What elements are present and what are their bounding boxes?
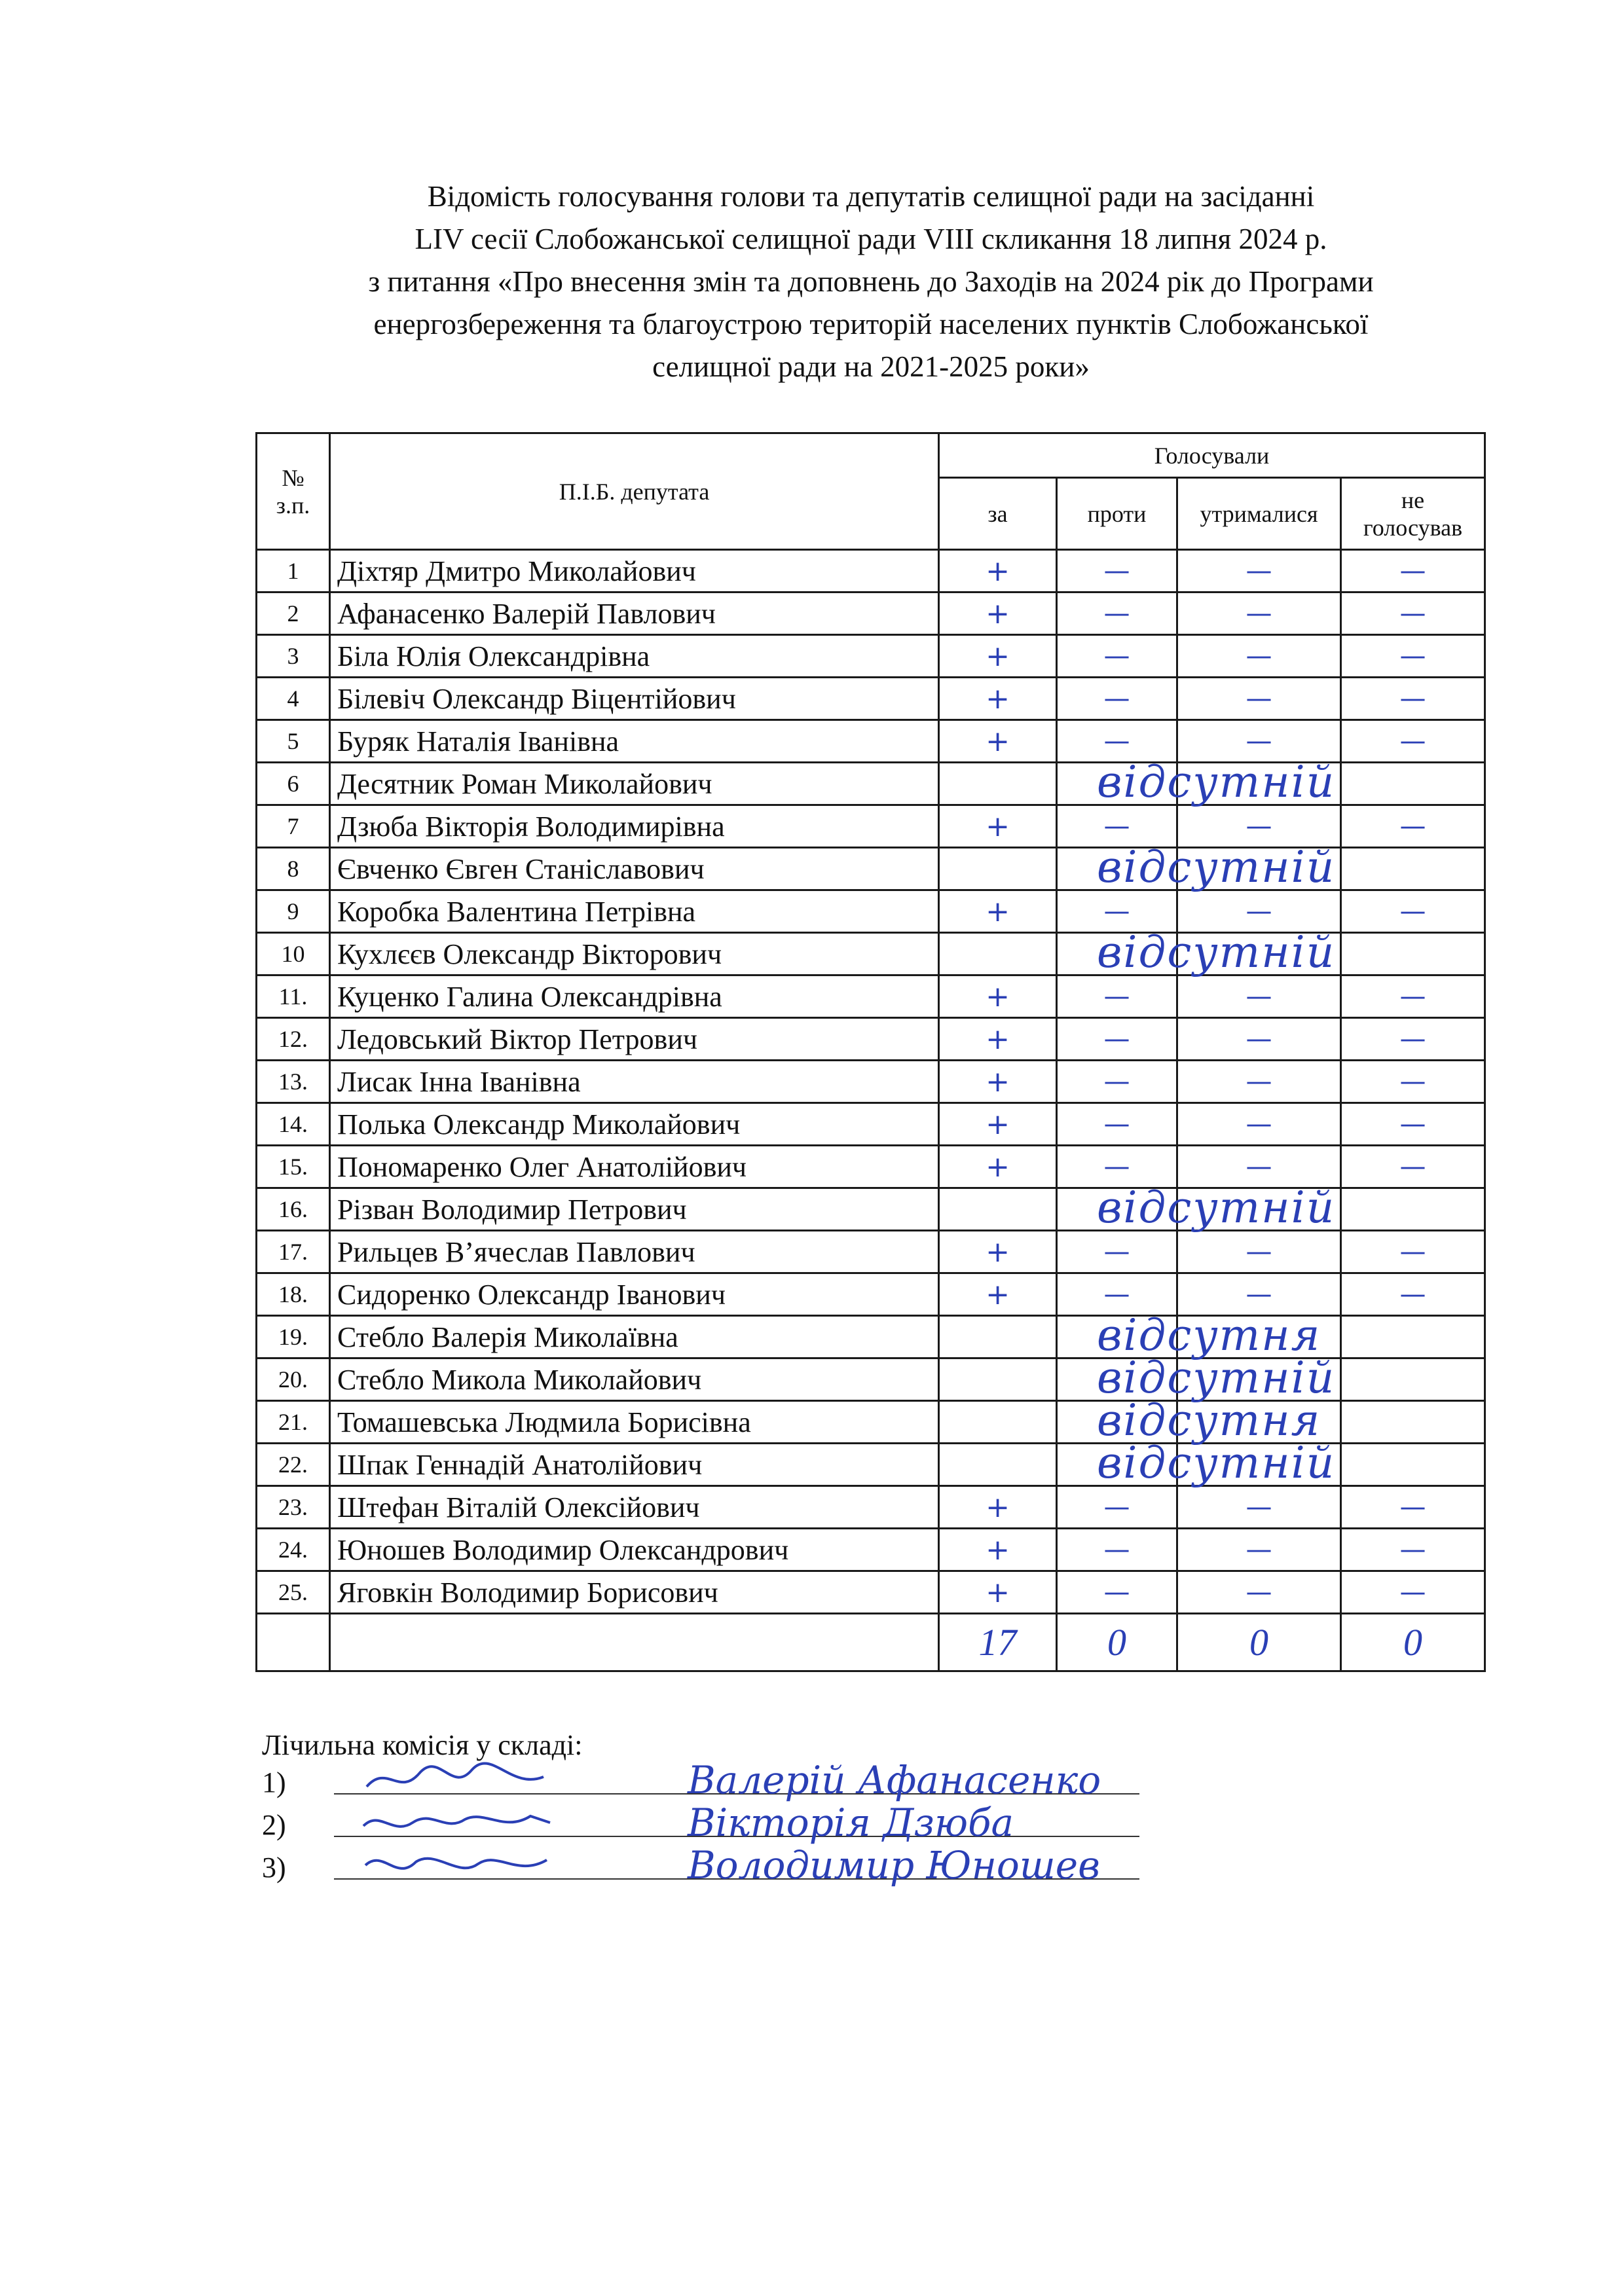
vote-against bbox=[1057, 635, 1177, 678]
deputy-name: Рильцев В’ячеслав Павлович bbox=[330, 1231, 939, 1273]
vote-for bbox=[939, 678, 1057, 720]
vote-against bbox=[1057, 1146, 1177, 1188]
vote-abstained bbox=[1177, 1231, 1341, 1273]
vote-dash-mark: — bbox=[1103, 1024, 1130, 1054]
vote-not-voted bbox=[1341, 1231, 1485, 1273]
deputy-name: Стебло Микола Миколайович bbox=[330, 1358, 939, 1401]
vote-against bbox=[1057, 1353, 1336, 1403]
vote-abstained bbox=[1177, 1146, 1341, 1188]
member-number: 1) bbox=[262, 1766, 286, 1798]
table-row bbox=[257, 550, 1485, 592]
vote-dash-mark: — bbox=[1399, 1152, 1426, 1182]
vote-against bbox=[1057, 1438, 1336, 1488]
vote-plus-mark: + bbox=[986, 809, 1010, 843]
absent-mark: відсутній bbox=[1097, 757, 1336, 807]
absent-mark: відсутня bbox=[1097, 1310, 1321, 1360]
vote-against bbox=[1057, 1310, 1321, 1360]
row-number: 4 bbox=[257, 678, 330, 720]
deputy-name: Афанасенко Валерій Павлович bbox=[330, 592, 939, 635]
vote-abstained bbox=[1177, 890, 1341, 933]
deputy-name: Лисак Інна Іванівна bbox=[330, 1061, 939, 1103]
deputy-name: Штефан Віталій Олексійович bbox=[330, 1486, 939, 1529]
header-not-voted bbox=[1341, 478, 1485, 550]
vote-not-voted bbox=[1341, 678, 1485, 720]
vote-for bbox=[939, 933, 1057, 975]
vote-dash-mark: — bbox=[1246, 1152, 1272, 1182]
vote-plus-mark: + bbox=[986, 596, 1010, 630]
vote-for bbox=[939, 1529, 1057, 1571]
vote-dash-mark: — bbox=[1246, 1492, 1272, 1522]
vote-dash-mark: — bbox=[1103, 1066, 1130, 1097]
deputy-name: Юношев Володимир Олександрович bbox=[330, 1529, 939, 1571]
vote-dash-mark: — bbox=[1399, 896, 1426, 926]
header-not-voted-line2: голосував bbox=[1363, 514, 1463, 541]
title-line: Відомість голосування голови та депутатів селищної ради на засіданні bbox=[427, 180, 1315, 213]
vote-plus-mark: + bbox=[986, 1533, 1010, 1567]
vote-not-voted bbox=[1341, 635, 1485, 678]
title-line: енергозбереження та благоустрою територій населених пунктів Слобожанської bbox=[373, 308, 1369, 340]
deputy-name: Сидоренко Олександр Іванович bbox=[330, 1273, 939, 1316]
deputy-name: Стебло Валерія Миколаївна bbox=[330, 1316, 939, 1358]
title-line: LIV сесії Слобожанської селищної ради VIII скликання 18 липня 2024 р. bbox=[415, 223, 1327, 255]
vote-abstained bbox=[1177, 592, 1341, 635]
row-number: 20. bbox=[257, 1358, 330, 1401]
row-number: 19. bbox=[257, 1316, 330, 1358]
row-number: 1 bbox=[257, 550, 330, 592]
vote-not-voted bbox=[1341, 848, 1485, 890]
vote-plus-mark: + bbox=[986, 1022, 1010, 1056]
vote-dash-mark: — bbox=[1246, 683, 1272, 714]
table-row bbox=[257, 1358, 1485, 1401]
deputy-name: Різван Володимир Петрович bbox=[330, 1188, 939, 1231]
row-number: 22. bbox=[257, 1444, 330, 1486]
vote-not-voted bbox=[1341, 1146, 1485, 1188]
vote-for bbox=[939, 1316, 1057, 1358]
vote-plus-mark: + bbox=[986, 554, 1010, 588]
absent-mark: відсутній bbox=[1097, 1438, 1336, 1488]
vote-against bbox=[1057, 678, 1177, 720]
deputy-name: Євченко Євген Станіславович bbox=[330, 848, 939, 890]
vote-plus-mark: + bbox=[986, 1107, 1010, 1141]
vote-abstained bbox=[1177, 1061, 1341, 1103]
vote-dash-mark: — bbox=[1103, 1279, 1130, 1309]
total-not-voted: 0 bbox=[1341, 1614, 1485, 1671]
vote-dash-mark: — bbox=[1246, 726, 1272, 756]
header-for: за bbox=[939, 478, 1057, 550]
vote-not-voted bbox=[1341, 1486, 1485, 1529]
header-voted: Голосували bbox=[939, 433, 1485, 478]
vote-dash-mark: — bbox=[1246, 1024, 1272, 1054]
total-abstained: 0 bbox=[1177, 1614, 1341, 1671]
vote-dash-mark: — bbox=[1399, 683, 1426, 714]
signature-image bbox=[360, 1803, 557, 1842]
vote-dash-mark: — bbox=[1103, 598, 1130, 629]
vote-against bbox=[1057, 592, 1177, 635]
vote-for bbox=[939, 1188, 1057, 1231]
deputy-name: Буряк Наталія Іванівна bbox=[330, 720, 939, 763]
vote-against bbox=[1057, 975, 1177, 1018]
table-row bbox=[257, 848, 1485, 890]
absent-mark: відсутній bbox=[1097, 927, 1336, 977]
deputy-name: Томашевська Людмила Борисівна bbox=[330, 1401, 939, 1444]
table-row bbox=[257, 1444, 1485, 1486]
vote-against bbox=[1057, 550, 1177, 592]
vote-not-voted bbox=[1341, 1529, 1485, 1571]
vote-dash-mark: — bbox=[1103, 683, 1130, 714]
vote-against bbox=[1057, 720, 1177, 763]
vote-dash-mark: — bbox=[1246, 598, 1272, 629]
totals-row bbox=[257, 1614, 1485, 1671]
table-row bbox=[257, 805, 1485, 848]
table-row bbox=[257, 1146, 1485, 1188]
vote-plus-mark: + bbox=[986, 1150, 1010, 1184]
vote-for bbox=[939, 550, 1057, 592]
totals-empty-num bbox=[257, 1614, 330, 1671]
vote-for bbox=[939, 720, 1057, 763]
vote-dash-mark: — bbox=[1399, 811, 1426, 841]
commission-member bbox=[262, 1758, 1101, 1808]
title-line: селищної ради на 2021-2025 роки» bbox=[652, 350, 1090, 383]
vote-against bbox=[1057, 1103, 1177, 1146]
vote-dash-mark: — bbox=[1399, 1024, 1426, 1054]
row-number: 14. bbox=[257, 1103, 330, 1146]
vote-dash-mark: — bbox=[1399, 1279, 1426, 1309]
member-number: 3) bbox=[262, 1851, 286, 1884]
total-against: 0 bbox=[1057, 1614, 1177, 1671]
row-number: 10 bbox=[257, 933, 330, 975]
vote-against bbox=[1057, 1571, 1177, 1614]
vote-dash-mark: — bbox=[1103, 1577, 1130, 1607]
row-number: 8 bbox=[257, 848, 330, 890]
vote-abstained bbox=[1177, 1529, 1341, 1571]
deputy-name: Яговкін Володимир Борисович bbox=[330, 1571, 939, 1614]
vote-plus-mark: + bbox=[986, 1235, 1010, 1269]
vote-for bbox=[939, 1018, 1057, 1061]
deputy-name: Дзюба Вікторія Володимирівна bbox=[330, 805, 939, 848]
row-number: 23. bbox=[257, 1486, 330, 1529]
table-row bbox=[257, 1529, 1485, 1571]
vote-abstained bbox=[1177, 1401, 1341, 1444]
vote-abstained bbox=[1177, 1571, 1341, 1614]
vote-not-voted bbox=[1341, 933, 1485, 975]
vote-against bbox=[1057, 805, 1177, 848]
header-number-line2: з.п. bbox=[276, 492, 310, 519]
vote-dash-mark: — bbox=[1399, 556, 1426, 586]
row-number: 25. bbox=[257, 1571, 330, 1614]
vote-dash-mark: — bbox=[1246, 1066, 1272, 1097]
vote-not-voted bbox=[1341, 1316, 1485, 1358]
table-row bbox=[257, 933, 1485, 975]
vote-plus-mark: + bbox=[986, 1277, 1010, 1311]
vote-plus-mark: + bbox=[986, 1575, 1010, 1609]
title-line: з питання «Про внесення змін та доповнень до Заходів на 2024 рік до Програми bbox=[368, 265, 1374, 298]
vote-plus-mark: + bbox=[986, 639, 1010, 673]
deputy-name: Пономаренко Олег Анатолійович bbox=[330, 1146, 939, 1188]
vote-abstained bbox=[1177, 763, 1341, 805]
vote-against bbox=[1057, 1182, 1336, 1233]
table-row bbox=[257, 1018, 1485, 1061]
vote-for bbox=[939, 975, 1057, 1018]
row-number: 7 bbox=[257, 805, 330, 848]
vote-dash-mark: — bbox=[1246, 1109, 1272, 1139]
vote-dash-mark: — bbox=[1103, 1535, 1130, 1565]
member-name: Вікторія Дзюба bbox=[688, 1800, 1014, 1845]
vote-dash-mark: — bbox=[1399, 1109, 1426, 1139]
vote-against bbox=[1057, 1018, 1177, 1061]
vote-not-voted bbox=[1341, 890, 1485, 933]
vote-for bbox=[939, 635, 1057, 678]
vote-for bbox=[939, 1571, 1057, 1614]
row-number: 13. bbox=[257, 1061, 330, 1103]
row-number: 5 bbox=[257, 720, 330, 763]
vote-dash-mark: — bbox=[1399, 1577, 1426, 1607]
vote-dash-mark: — bbox=[1103, 1109, 1130, 1139]
member-name: Валерій Афанасенко bbox=[688, 1758, 1101, 1802]
deputy-name: Білевіч Олександр Віцентійович bbox=[330, 678, 939, 720]
deputy-name: Полька Олександр Миколайович bbox=[330, 1103, 939, 1146]
vote-not-voted bbox=[1341, 763, 1485, 805]
vote-dash-mark: — bbox=[1246, 1279, 1272, 1309]
counting-commission bbox=[262, 1728, 1101, 1893]
vote-abstained bbox=[1177, 933, 1341, 975]
deputy-name: Коробка Валентина Петрівна bbox=[330, 890, 939, 933]
row-number: 21. bbox=[257, 1401, 330, 1444]
vote-dash-mark: — bbox=[1246, 1577, 1272, 1607]
vote-dash-mark: — bbox=[1246, 896, 1272, 926]
vote-against bbox=[1057, 1486, 1177, 1529]
document-title bbox=[249, 175, 1493, 388]
absent-mark: відсутня bbox=[1097, 1395, 1321, 1446]
vote-plus-mark: + bbox=[986, 894, 1010, 928]
deputy-name: Біла Юлія Олександрівна bbox=[330, 635, 939, 678]
vote-for bbox=[939, 763, 1057, 805]
vote-dash-mark: — bbox=[1399, 641, 1426, 671]
vote-dash-mark: — bbox=[1246, 981, 1272, 1011]
vote-for bbox=[939, 1486, 1057, 1529]
absent-mark: відсутній bbox=[1097, 842, 1336, 892]
vote-dash-mark: — bbox=[1103, 981, 1130, 1011]
vote-dash-mark: — bbox=[1246, 811, 1272, 841]
vote-dash-mark: — bbox=[1399, 1492, 1426, 1522]
deputy-name: Куценко Галина Олександрівна bbox=[330, 975, 939, 1018]
vote-not-voted bbox=[1341, 975, 1485, 1018]
vote-abstained bbox=[1177, 848, 1341, 890]
vote-dash-mark: — bbox=[1103, 641, 1130, 671]
row-number: 18. bbox=[257, 1273, 330, 1316]
table-row bbox=[257, 1103, 1485, 1146]
vote-not-voted bbox=[1341, 592, 1485, 635]
table-row bbox=[257, 1316, 1485, 1358]
vote-plus-mark: + bbox=[986, 1065, 1010, 1099]
vote-not-voted bbox=[1341, 1358, 1485, 1401]
total-for: 17 bbox=[939, 1614, 1057, 1671]
row-number: 17. bbox=[257, 1231, 330, 1273]
vote-for bbox=[939, 1103, 1057, 1146]
vote-abstained bbox=[1177, 975, 1341, 1018]
vote-abstained bbox=[1177, 1358, 1341, 1401]
deputy-name: Ледовський Віктор Петрович bbox=[330, 1018, 939, 1061]
vote-not-voted bbox=[1341, 1444, 1485, 1486]
vote-dash-mark: — bbox=[1246, 641, 1272, 671]
vote-for bbox=[939, 1273, 1057, 1316]
totals-empty-name bbox=[330, 1614, 939, 1671]
vote-dash-mark: — bbox=[1103, 811, 1130, 841]
table-row bbox=[257, 975, 1485, 1018]
table-row bbox=[257, 890, 1485, 933]
table-row bbox=[257, 592, 1485, 635]
vote-dash-mark: — bbox=[1399, 726, 1426, 756]
vote-dash-mark: — bbox=[1399, 981, 1426, 1011]
vote-abstained bbox=[1177, 678, 1341, 720]
vote-against bbox=[1057, 1529, 1177, 1571]
vote-against bbox=[1057, 1395, 1321, 1446]
vote-abstained bbox=[1177, 1273, 1341, 1316]
vote-against bbox=[1057, 1061, 1177, 1103]
row-number: 9 bbox=[257, 890, 330, 933]
vote-against bbox=[1057, 757, 1336, 807]
vote-against bbox=[1057, 842, 1336, 892]
vote-plus-mark: + bbox=[986, 1490, 1010, 1524]
member-number: 2) bbox=[262, 1809, 286, 1841]
member-name: Володимир Юношев bbox=[688, 1843, 1100, 1887]
vote-abstained bbox=[1177, 1188, 1341, 1231]
vote-for bbox=[939, 1401, 1057, 1444]
vote-abstained bbox=[1177, 1486, 1341, 1529]
table-row bbox=[257, 678, 1485, 720]
vote-not-voted bbox=[1341, 550, 1485, 592]
voting-table bbox=[255, 432, 1486, 1672]
vote-dash-mark: — bbox=[1399, 1535, 1426, 1565]
row-number: 6 bbox=[257, 763, 330, 805]
vote-abstained bbox=[1177, 550, 1341, 592]
vote-dash-mark: — bbox=[1399, 1066, 1426, 1097]
row-number: 24. bbox=[257, 1529, 330, 1571]
table-row bbox=[257, 1401, 1485, 1444]
vote-dash-mark: — bbox=[1246, 1237, 1272, 1267]
vote-dash-mark: — bbox=[1399, 598, 1426, 629]
vote-not-voted bbox=[1341, 720, 1485, 763]
vote-not-voted bbox=[1341, 805, 1485, 848]
table-row bbox=[257, 763, 1485, 805]
vote-dash-mark: — bbox=[1103, 896, 1130, 926]
deputy-name: Десятник Роман Миколайович bbox=[330, 763, 939, 805]
vote-not-voted bbox=[1341, 1061, 1485, 1103]
absent-mark: відсутній bbox=[1097, 1353, 1336, 1403]
vote-not-voted bbox=[1341, 1401, 1485, 1444]
vote-dash-mark: — bbox=[1103, 1237, 1130, 1267]
vote-plus-mark: + bbox=[986, 724, 1010, 758]
table-row bbox=[257, 1061, 1485, 1103]
vote-dash-mark: — bbox=[1246, 1535, 1272, 1565]
vote-abstained bbox=[1177, 805, 1341, 848]
header-number bbox=[257, 433, 330, 550]
vote-for bbox=[939, 1061, 1057, 1103]
vote-for bbox=[939, 805, 1057, 848]
header-name: П.І.Б. депутата bbox=[330, 433, 939, 550]
commission-label: Лічильна комісія у складі: bbox=[262, 1729, 583, 1761]
table-row bbox=[257, 1486, 1485, 1529]
vote-abstained bbox=[1177, 1316, 1341, 1358]
table-row bbox=[257, 720, 1485, 763]
vote-plus-mark: + bbox=[986, 682, 1010, 716]
commission-member bbox=[262, 1800, 1014, 1851]
deputy-name: Кухлєєв Олександр Вікторович bbox=[330, 933, 939, 975]
deputy-name: Шпак Геннадій Анатолійович bbox=[330, 1444, 939, 1486]
vote-dash-mark: — bbox=[1399, 1237, 1426, 1267]
row-number: 2 bbox=[257, 592, 330, 635]
row-number: 15. bbox=[257, 1146, 330, 1188]
deputy-name: Діхтяр Дмитро Миколайович bbox=[330, 550, 939, 592]
vote-for bbox=[939, 1231, 1057, 1273]
vote-dash-mark: — bbox=[1103, 726, 1130, 756]
vote-against bbox=[1057, 890, 1177, 933]
vote-plus-mark: + bbox=[986, 979, 1010, 1013]
vote-against bbox=[1057, 1231, 1177, 1273]
vote-dash-mark: — bbox=[1103, 1492, 1130, 1522]
vote-abstained bbox=[1177, 720, 1341, 763]
vote-not-voted bbox=[1341, 1188, 1485, 1231]
vote-dash-mark: — bbox=[1103, 556, 1130, 586]
table-row bbox=[257, 1188, 1485, 1231]
header-number-line1: № bbox=[282, 464, 304, 491]
vote-for bbox=[939, 1358, 1057, 1401]
table-row bbox=[257, 1231, 1485, 1273]
vote-against bbox=[1057, 927, 1336, 977]
vote-dash-mark: — bbox=[1246, 556, 1272, 586]
vote-for bbox=[939, 890, 1057, 933]
vote-not-voted bbox=[1341, 1018, 1485, 1061]
vote-abstained bbox=[1177, 635, 1341, 678]
table-row bbox=[257, 635, 1485, 678]
signature-image bbox=[360, 1760, 557, 1800]
header-against: проти bbox=[1057, 478, 1177, 550]
vote-for bbox=[939, 1444, 1057, 1486]
row-number: 3 bbox=[257, 635, 330, 678]
vote-for bbox=[939, 592, 1057, 635]
signature-image bbox=[360, 1846, 557, 1885]
header-abstained: утрималися bbox=[1177, 478, 1341, 550]
vote-for bbox=[939, 1146, 1057, 1188]
vote-not-voted bbox=[1341, 1273, 1485, 1316]
vote-dash-mark: — bbox=[1103, 1152, 1130, 1182]
vote-abstained bbox=[1177, 1103, 1341, 1146]
absent-mark: відсутній bbox=[1097, 1182, 1336, 1233]
row-number: 16. bbox=[257, 1188, 330, 1231]
commission-member bbox=[262, 1843, 1100, 1893]
vote-for bbox=[939, 848, 1057, 890]
table-row bbox=[257, 1273, 1485, 1316]
vote-not-voted bbox=[1341, 1571, 1485, 1614]
header-not-voted-line1: не bbox=[1401, 486, 1425, 513]
vote-not-voted bbox=[1341, 1103, 1485, 1146]
row-number: 12. bbox=[257, 1018, 330, 1061]
vote-against bbox=[1057, 1273, 1177, 1316]
vote-abstained bbox=[1177, 1018, 1341, 1061]
row-number: 11. bbox=[257, 975, 330, 1018]
table-row bbox=[257, 1571, 1485, 1614]
vote-abstained bbox=[1177, 1444, 1341, 1486]
